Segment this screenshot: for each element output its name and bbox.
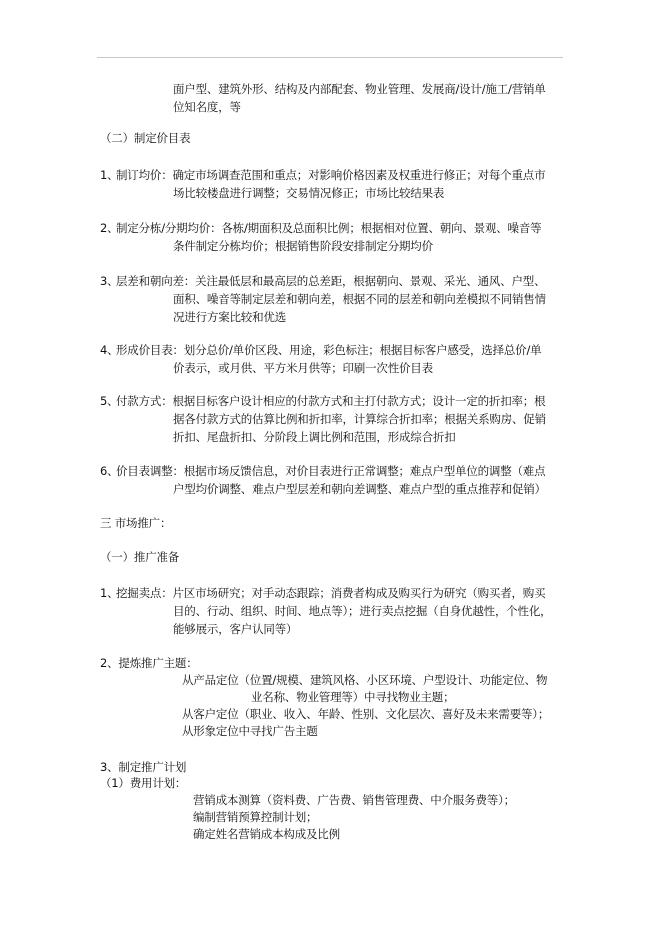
plan-line: 营销成本测算（资料费、广告费、销售管理费、中介服务费等）； <box>193 793 515 807</box>
list-item-number: 1、 <box>100 168 119 182</box>
list-item-line: 制定分栋/分期均价：各栋/期面积及总面积比例；根据相对位置、朝向、景观、噪音等 <box>116 221 542 235</box>
list-item-line: 挖掘卖点：片区市场研究；对手动态跟踪；消费者构成及购买行为研究（购买者，购买 <box>116 586 546 600</box>
theme-line: 从形象定位中寻找广告主题 <box>182 724 318 738</box>
plan-title: 3、制定推广计划 <box>100 760 187 774</box>
list-item-line: 价目表调整：根据市场反馈信息，对价目表进行正常调整；难点户型单位的调整（难点 <box>116 464 546 478</box>
list-item-number: 4、 <box>100 343 119 357</box>
section-heading-promotion: 三 市场推广： <box>100 516 172 530</box>
list-item-line: 折扣、尾盘折扣、分阶段上调比例和范围，形成综合折扣 <box>173 430 456 444</box>
plan-subtitle: （1）费用计划： <box>100 776 187 790</box>
theme-line: 从客户定位（职业、收入、年龄、性别、文化层次、喜好及未来需要等）； <box>182 707 550 721</box>
list-item-line: 制订均价：确定市场调查范围和重点；对影响价格因素及权重进行修正；对每个重点市 <box>116 168 546 182</box>
list-item-number: 3、 <box>100 274 119 288</box>
theme-line: 从产品定位（位置/规模、建筑风格、小区环境、户型设计、功能定位、物 <box>182 673 548 687</box>
theme-title: 2、提炼推广主题： <box>100 656 198 670</box>
section-heading-pricing: （二）制定价目表 <box>100 131 191 145</box>
list-item-line: 形成价目表：划分总价/单价区段、用途，彩色标注；根据目标客户感受，选择总价/单 <box>116 343 542 357</box>
list-item-line: 能够展示，客户认同等） <box>173 622 298 636</box>
plan-line: 确定姓名营销成本构成及比例 <box>193 827 340 841</box>
list-item-line: 层差和朝向差：关注最低层和最高层的总差距，根据朝向、景观、采光、通风、户型、 <box>116 274 546 288</box>
list-item-line: 况进行方案比较和优选 <box>173 310 286 324</box>
list-item-line: 价表示，或月供、平方米月供等；印刷一次性价目表 <box>173 361 433 375</box>
list-item-line: 场比较楼盘进行调整；交易情况修正；市场比较结果表 <box>173 186 445 200</box>
list-item-number: 5、 <box>100 394 119 408</box>
plan-line: 编制营销预算控制计划； <box>193 810 318 824</box>
subsection-heading-preparation: （一）推广准备 <box>100 550 180 564</box>
intro-line-1: 面户型、建筑外形、结构及内部配套、物业管理、发展商/设计/施工/营销单 <box>173 82 546 96</box>
intro-line-2: 位知名度，等 <box>173 100 241 114</box>
list-item-line: 据各付款方式的估算比例和折扣率，计算综合折扣率；根据关系购房、促销 <box>173 412 546 426</box>
list-item-line: 户型均价调整、难点户型层差和朝向差调整、难点户型的重点推荐和促销） <box>173 482 546 496</box>
list-item-line: 付款方式：根据目标客户设计相应的付款方式和主打付款方式；设计一定的折扣率；根 <box>116 394 546 408</box>
theme-line: 业名称、物业管理等）中寻找物业主题； <box>251 690 455 704</box>
list-item-line: 目的、行动、组织、时间、地点等）；进行卖点挖掘（自身优越性，个性化， <box>173 604 552 618</box>
header-rule <box>97 57 563 58</box>
list-item-number: 6、 <box>100 464 119 478</box>
list-item-number: 1、 <box>100 586 119 600</box>
list-item-number: 2、 <box>100 221 119 235</box>
list-item-line: 面积、噪音等制定层差和朝向差，根据不同的层差和朝向差模拟不同销售情 <box>173 292 546 306</box>
list-item-line: 条件制定分栋均价；根据销售阶段安排制定分期均价 <box>173 239 433 253</box>
